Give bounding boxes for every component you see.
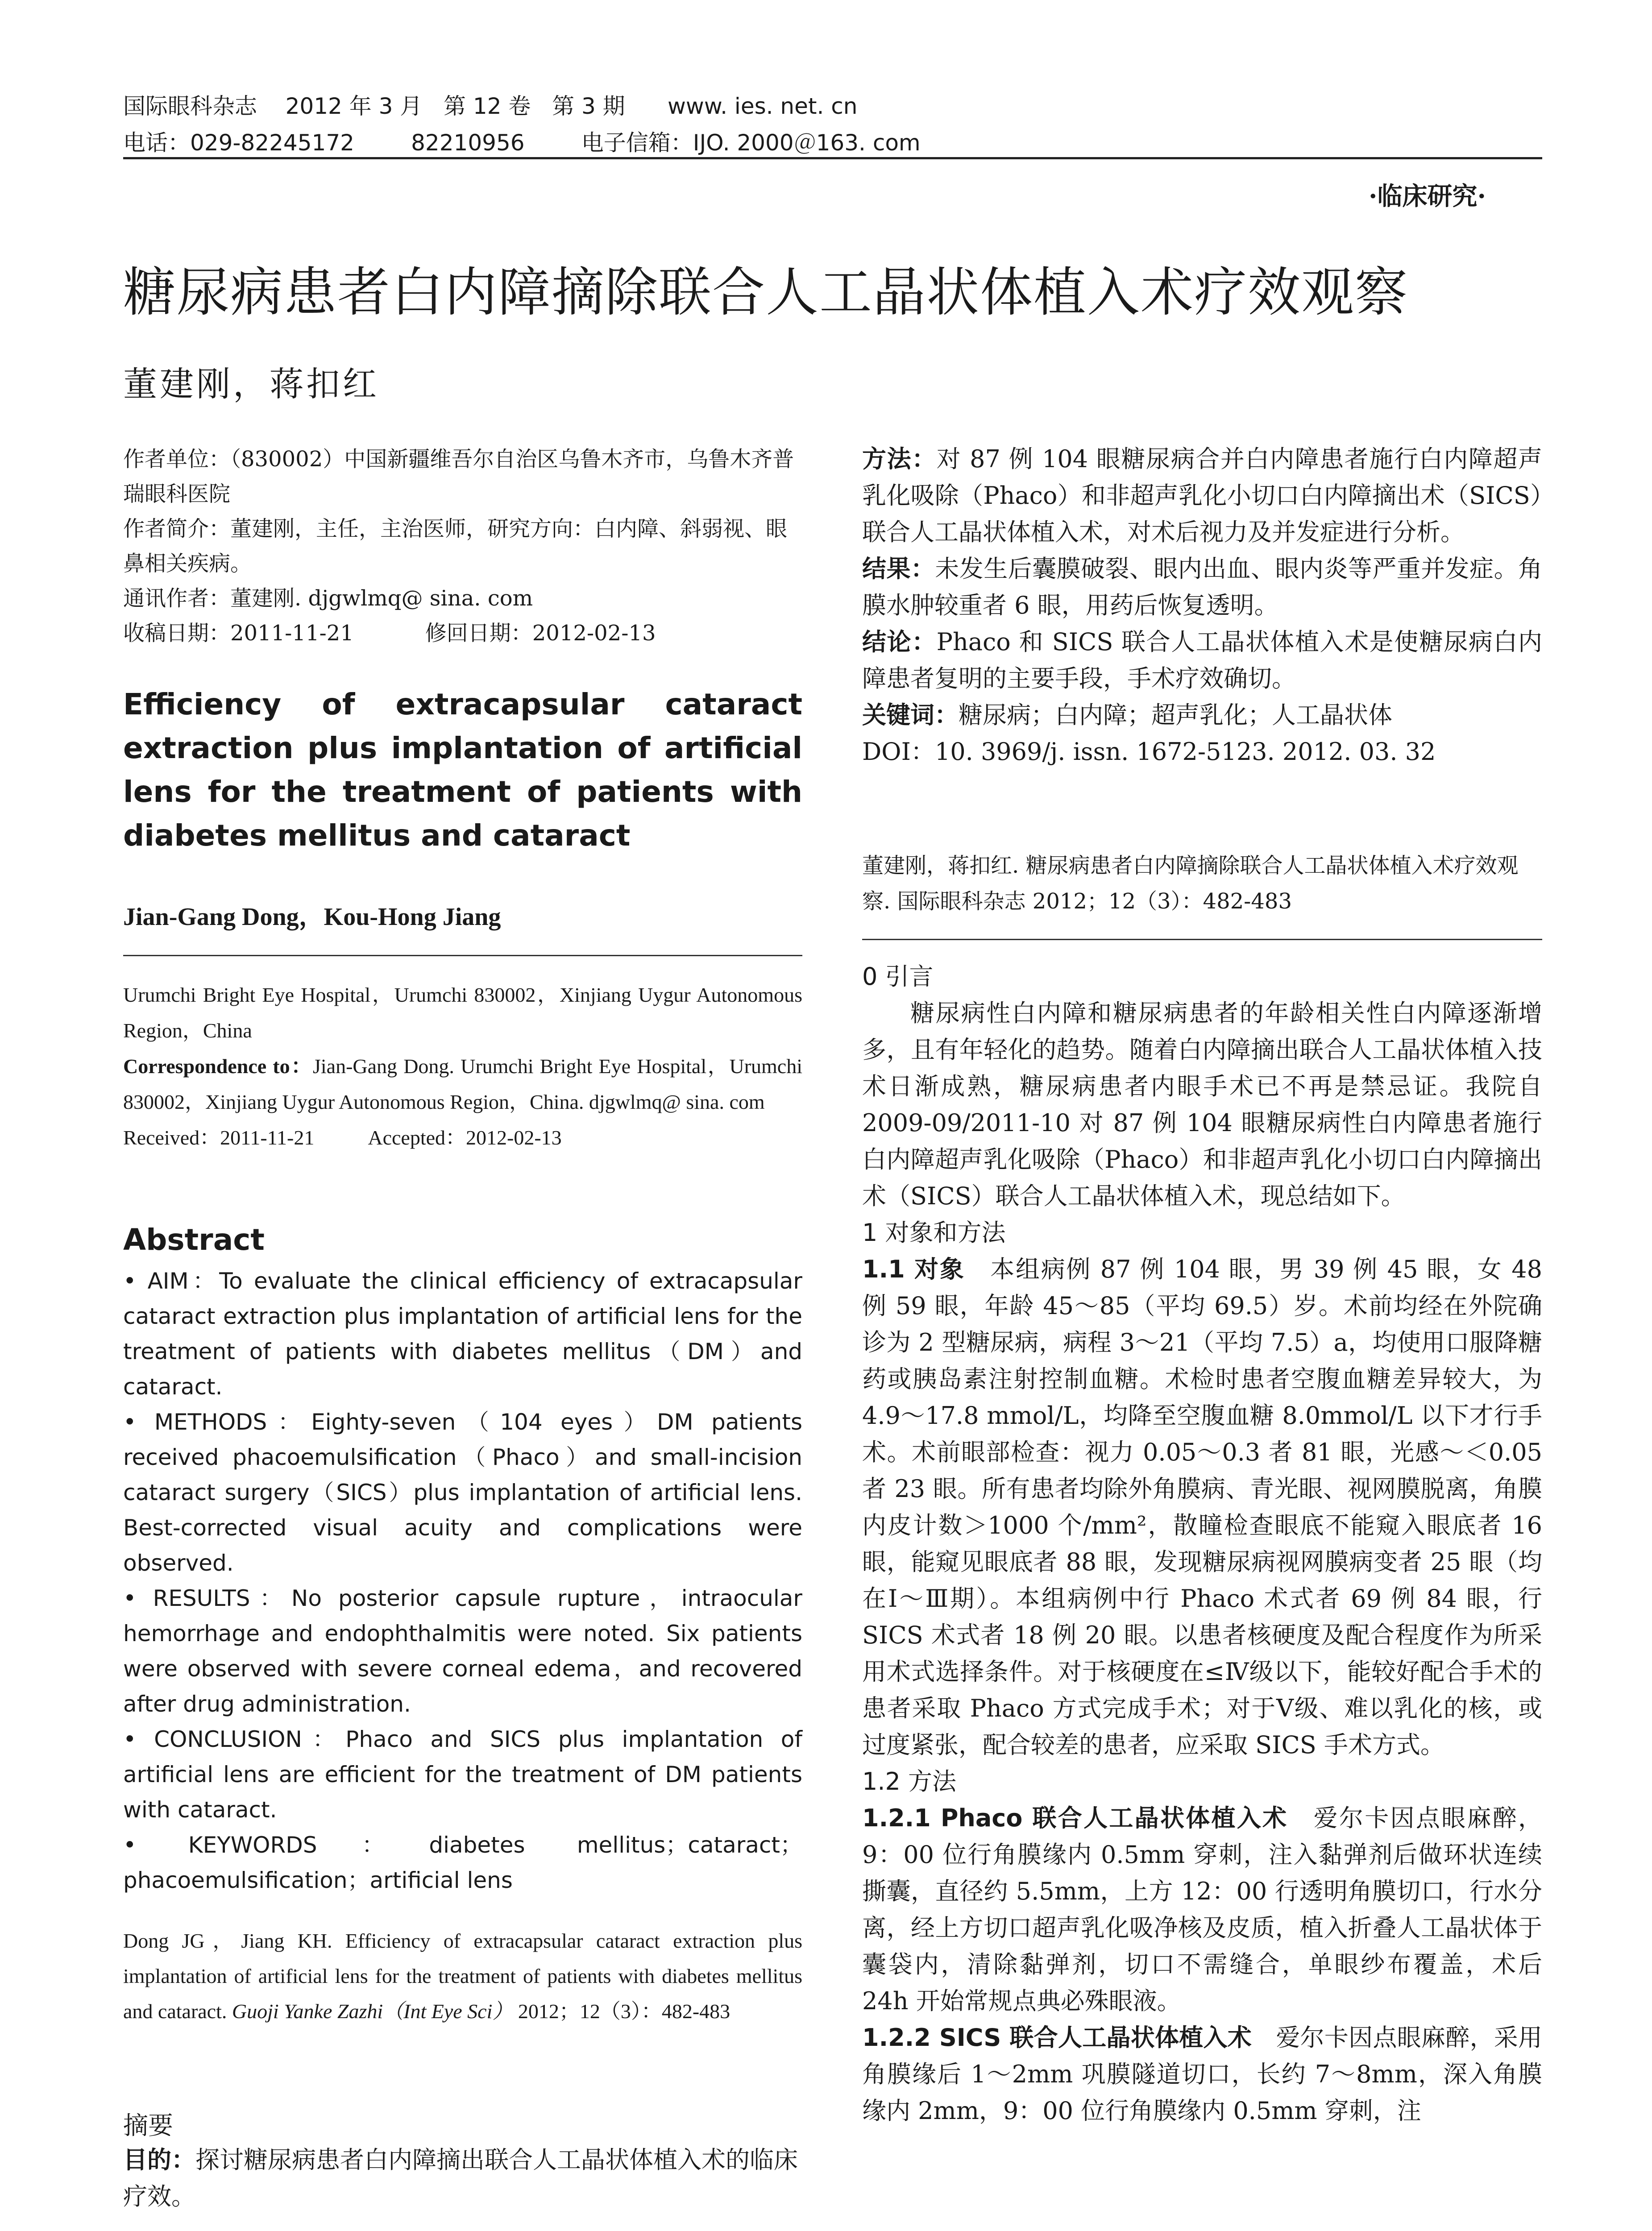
journal-header-line2: 电话：029-82245172 82210956 电子信箱：IJO. 2000＠163. com (123, 130, 921, 156)
english-affiliation: Urumchi Bright Eye Hospital，Urumchi 830002，Xinjiang Uygur Autonomous Region，China (123, 983, 802, 1042)
cn-results-text: 未发生后囊膜破裂、眼内出血、眼内炎等严重并发症。角膜水肿较重者 6 眼，用药后恢复透明。 (862, 555, 1543, 619)
abstract-results: • RESULTS：No posterior capsule rupture，intraocular hemorrhage and endophthalmitis were noted. Six patients were observed with severe corneal edema，and recovered after drug administration. (123, 1585, 802, 1717)
abstract-aim: • AIM：To evaluate the clinical efficiency of extracapsular cataract extraction plus implantation of artificial lens for the treatment of patients with diabetes mellitus（DM）and cataract. (123, 1268, 802, 1400)
english-dates (123, 1120, 802, 1156)
cn-citation (862, 848, 1542, 919)
sics-paragraph (862, 2020, 1542, 2129)
intro-heading: 0 引言 (862, 962, 934, 991)
cn-abstract-right (862, 441, 1542, 770)
cn-aim (123, 2142, 802, 2215)
english-title: Efficiency of extracapsular cataract extraction plus implantation of artificial lens for the treatment of patients with diabetes mellitus and cataract (123, 687, 802, 853)
cn-citation-text: 董建刚，蒋扣红. 糖尿病患者白内障摘除联合人工晶状体植入术疗效观察. 国际眼科杂志 2012；12（3）：482-483 (862, 853, 1519, 914)
author-bio: 作者简介：董建刚，主任，主治医师，研究方向：白内障、斜弱视、眼鼻相关疾病。 (123, 516, 788, 576)
correspondence (123, 1049, 802, 1120)
affiliation-cn: 作者单位：（830002）中国新疆维吾尔自治区乌鲁木齐市，乌鲁木齐普瑞眼科医院 (123, 447, 794, 506)
cn-aim-label: 目的： (123, 2146, 195, 2174)
abstract-methods: • METHODS：Eighty-seven（104 eyes）DM patients received phacoemulsification（Phaco）and small-incision cataract surgery（SICS）plus implantation of artificial lens. Best-corrected visual acuity and complications were observed. (123, 1409, 802, 1576)
intro-paragraph: 糖尿病性白内障和糖尿病患者的年龄相关性白内障逐渐增多，且有年轻化的趋势。随着白内障摘出联合人工晶状体植入技术日渐成熟，糖尿病患者内眼手术已不再是禁忌证。我院自 2009-09/2011-10 对 87 例 104 眼糖尿病性白内障患者施行白内障超声乳化吸除（Phaco）和非超声乳化小切口白内障摘出术（SICS）联合人工晶状体植入术，现总结如下。 (862, 999, 1542, 1210)
header-rule (123, 157, 1542, 159)
correspondence-label: Correspondence to： (123, 1055, 313, 1078)
phaco-paragraph (862, 1800, 1542, 2020)
subjects-text: 本组病例 87 例 104 眼，男 39 例 45 眼，女 48 例 59 眼，年龄 45～85（平均 69.5）岁。术前均经在外院确诊为 2 型糖尿病，病程 3～21（平均 7.5）a，均使用口服降糖药或胰岛素注射控制血糖。术检时患者空腹血糖差异较大，为 4.9～17.8 mmol/L，均降至空腹血糖 8.0mmol/L 以下才行手术。术前眼部检查：视力 0.05～0.3 者 81 眼，光感～＜0.05 者 23 眼。所有患者均除外角膜病、青光眼、视网膜脱离，角膜内皮计数＞1000 个/mm²，散瞳检查眼底不能窥入眼底者 16 眼，能窥见眼底者 88 眼，发现糖尿病视网膜病变者 25 眼（均在Ⅰ～Ⅲ期）。本组病例中行 Phaco 术式者 69 例 84 眼，行 SICS 术式者 18 例 20 眼。以患者核硬度及配合程度作为所采用术式选择条件。对于核硬度在≤Ⅳ级以下，能较好配合手术的患者采取 Phaco 方式完成手术；对于Ⅴ级、难以乳化的核，或过度紧张，配合较差的患者，应采取 SICS 手术方式。 (862, 1255, 1542, 1759)
received-date: 收稿日期：2011-11-21 (123, 621, 354, 646)
english-citation (123, 1923, 802, 2029)
cn-results (862, 551, 1542, 624)
correspondence-text: Jian-Gang Dong. Urumchi Bright Eye Hospital，Urumchi 830002，Xinjiang Uygur Autonomous Region，China. djgwlmq@ sina. com (123, 1055, 802, 1113)
cn-conclusion-label: 结论： (862, 628, 937, 656)
cn-results-label: 结果： (862, 555, 935, 583)
cn-conclusion-text: Phaco 和 SICS 联合人工晶状体植入术是使糖尿病白内障患者复明的主要手段，手术疗效确切。 (862, 628, 1542, 693)
journal-name: Guoji Yanke Zazhi（Int Eye Sci） (232, 2000, 513, 2023)
english-accepted: Accepted：2012-02-13 (368, 1126, 562, 1149)
journal-header-line1: 国际眼科杂志 2012 年 3 月 第 12 卷 第 3 期 www. ies. net. cn (123, 93, 858, 119)
cn-keywords (862, 697, 1542, 734)
phaco-heading: 1.2.1 Phaco 联合人工晶状体植入术 (862, 1804, 1288, 1832)
english-affiliation-block (123, 977, 802, 1156)
method-heading: 1.2 方法 (862, 1767, 957, 1796)
revised-date: 修回日期：2012-02-13 (425, 621, 656, 646)
cn-abstract-heading: 摘要 (123, 2111, 173, 2140)
abstract-conclusion: • CONCLUSION：Phaco and SICS plus implantation of artificial lens are efficient for the treatment of DM patients with cataract. (123, 1726, 802, 1823)
cn-keywords-label: 关键词： (862, 701, 959, 729)
cn-keywords-text: 糖尿病；白内障；超声乳化；人工晶状体 (959, 701, 1392, 729)
english-authors: Jian-Gang Dong，Kou-Hong Jiang (123, 903, 501, 931)
cn-methods (862, 441, 1542, 551)
sics-heading: 1.2.2 SICS 联合人工晶状体植入术 (862, 2024, 1252, 2052)
citation-en-text: Dong JG，Jiang KH. Efficiency of extracapsular cataract extraction plus implantation of artificial lens for the treatment of patients with diabetes mellitus and cataract. (123, 1929, 802, 2023)
abstract-keywords: • KEYWORDS：diabetes mellitus；cataract；phacoemulsification；artificial lens (123, 1832, 802, 1893)
abstract-body (123, 1264, 802, 1898)
sics-text: 爱尔卡因点眼麻醉，采用角膜缘后 1～2mm 巩膜隧道切口，长约 7～8mm，深入角膜缘内 2mm，9：00 位行角膜缘内 0.5mm 穿刺，注 (862, 2024, 1542, 2125)
corresponding-author: 通讯作者：董建刚. djgwlmq@ sina. com (123, 586, 533, 611)
divider (862, 939, 1542, 940)
divider (123, 955, 802, 956)
cn-methods-text: 对 87 例 104 眼糖尿病合并白内障患者施行白内障超声乳化吸除（Phaco）和非超声乳化小切口白内障摘出术（SICS）联合人工晶状体植入术，对术后视力及并发症进行分析。 (862, 445, 1542, 546)
subjects-paragraph (862, 1251, 1542, 1763)
subjects-heading: 1.1 对象 (862, 1255, 965, 1283)
cn-conclusion (862, 624, 1542, 697)
methods-heading: 1 对象和方法 (862, 1219, 1006, 1247)
english-received: Received：2011-11-21 (123, 1126, 315, 1149)
article-title: 糖尿病患者白内障摘除联合人工晶状体植入术疗效观察 (123, 261, 1409, 323)
section-label: ·临床研究· (1369, 182, 1486, 211)
article-authors: 董建刚，蒋扣红 (123, 364, 379, 404)
body-text (862, 958, 1542, 2129)
doi: DOI：10. 3969/j. issn. 1672-5123. 2012. 03. 32 (862, 738, 1436, 766)
dates-cn (123, 616, 802, 651)
phaco-text: 爱尔卡因点眼麻醉，9：00 位行角膜缘内 0.5mm 穿刺，注入黏弹剂后做环状连续撕囊，直径约 5.5mm，上方 12：00 行透明角膜切口，行水分离，经上方切口超声乳化吸净核及皮质，植入折叠人工晶状体于囊袋内，清除黏弹剂，切口不需缝合，单眼纱布覆盖，术后 24h 开始常规点典必殊眼液。 (862, 1804, 1542, 2015)
cn-methods-label: 方法： (862, 445, 937, 473)
cn-aim-text: 探讨糖尿病患者白内障摘出联合人工晶状体植入术的临床疗效。 (123, 2146, 798, 2210)
abstract-heading: Abstract (123, 1223, 265, 1257)
citation-en-volume: 2012；12（3）：482-483 (518, 2000, 731, 2023)
author-info (123, 442, 802, 651)
